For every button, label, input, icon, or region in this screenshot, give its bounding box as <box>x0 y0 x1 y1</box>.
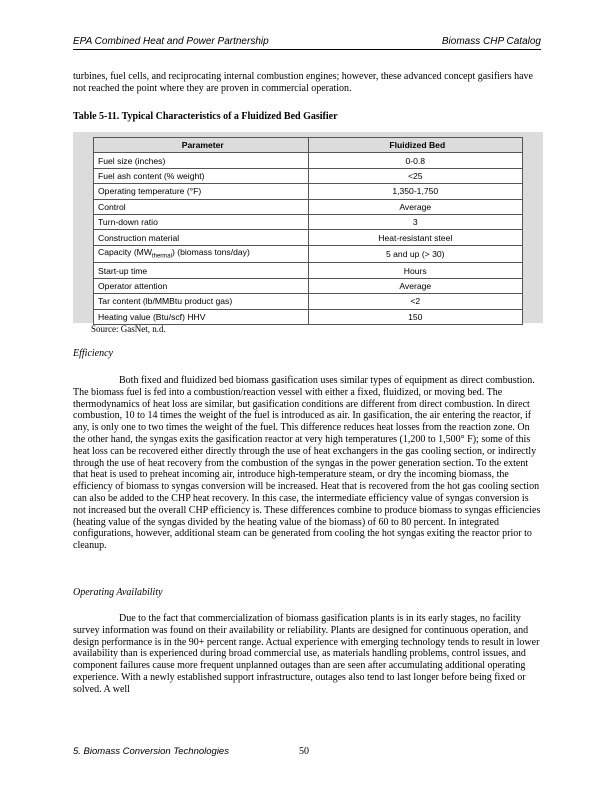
table-source-note: Source: GasNet, n.d. <box>91 324 166 334</box>
table-title: Table 5-11. Typical Characteristics of a Fluidized Bed Gasifier <box>73 111 338 122</box>
parameter-cell: Construction material <box>94 230 309 245</box>
parameter-cell: Operating temperature (°F) <box>94 184 309 199</box>
header-divider <box>73 49 541 50</box>
parameter-cell: Control <box>94 199 309 214</box>
table-row <box>94 199 523 214</box>
table-row <box>94 245 523 263</box>
value-cell: 1,350-1,750 <box>308 184 522 199</box>
parameter-cell: Fuel size (inches) <box>94 153 309 168</box>
table-row <box>94 294 523 309</box>
table-row <box>94 168 523 183</box>
parameter-text-post: ) (biomass tons/day) <box>171 246 250 257</box>
running-footer: 5. Biomass Conversion Technologies <box>73 746 229 757</box>
column-header-fluidized-bed: Fluidized Bed <box>308 138 522 153</box>
parameter-cell: Heating value (Btu/scf) HHV <box>94 309 309 324</box>
value-cell: 3 <box>308 214 522 229</box>
parameter-cell: Operator attention <box>94 278 309 293</box>
section-heading-availability: Operating Availability <box>73 587 163 598</box>
running-header <box>73 36 541 50</box>
value-cell: <25 <box>308 168 522 183</box>
section-heading-efficiency: Efficiency <box>73 348 113 359</box>
value-cell: Hours <box>308 263 522 278</box>
value-cell: Average <box>308 199 522 214</box>
table-row <box>94 230 523 245</box>
value-cell: 5 and up (> 30) <box>308 245 522 263</box>
characteristics-table <box>93 137 523 325</box>
table-row <box>94 184 523 199</box>
parameter-subscript: thermal <box>151 253 172 260</box>
header-left: EPA Combined Heat and Power Partnership <box>73 36 269 47</box>
table-row <box>94 278 523 293</box>
parameter-text-pre: Capacity (MW <box>98 246 152 257</box>
value-cell: Heat-resistant steel <box>308 230 522 245</box>
table-row <box>94 214 523 229</box>
efficiency-paragraph: Both fixed and fluidized bed biomass gasification uses similar types of equipment as direct combustion. The biomass fuel is fed into a combustion/reaction vessel with either a fixed, fluidized, or moving bed. The thermodynamics of heat loss are similar, but gasification conditions are different from direct combustion. In direct combustion, 10 to 14 times the weight of the fuel is introduced as air. In gasification, the air entering the reactor, if any, is only one to two times the weight of the fuel. This difference reduces heat losses from the reaction zone. On the other hand, the syngas exits the gasification reactor at very high temperatures (1,200 to 1,500° F); some of this heat loss can be recovered either directly through the use of heat exchangers in the gas cooling section, or indirectly through the use of heat recovery from the combustion of the syngas in the power generation section. To the extent that heat is used to preheat incoming air, introduce high-temperature steam, or dry the incoming biomass, the efficiency of biomass to syngas conversion will be increased. Heat that is recovered from the hot gas cooling section can also be added to the CHP heat recovery. In this case, the intermediate efficiency value of syngas conversion is not increased but the overall CHP efficiency is. These differences combine to produce biomass to syngas efficiencies (heating value of the syngas divided by the heating value of the biomass) of 60 to 80 percent. In integrated configurations, however, additional steam can be generated from cooling the hot syngas exiting the reactor prior to cleanup. <box>73 375 541 552</box>
value-cell: Average <box>308 278 522 293</box>
value-cell: 0-0.8 <box>308 153 522 168</box>
column-header-parameter: Parameter <box>94 138 309 153</box>
page-number: 50 <box>299 746 309 757</box>
parameter-cell <box>94 245 309 263</box>
intro-paragraph: turbines, fuel cells, and reciprocating internal combustion engines; however, these advanced concept gasifiers have not reached the point where they are proven in commercial operation. <box>73 71 533 94</box>
table-row <box>94 153 523 168</box>
parameter-cell: Turn-down ratio <box>94 214 309 229</box>
parameter-cell: Fuel ash content (% weight) <box>94 168 309 183</box>
parameter-cell: Start-up time <box>94 263 309 278</box>
availability-paragraph: Due to the fact that commercialization of biomass gasification plants is in its early stages, no facility survey information was found on their availability or reliability. Plants are designed for continuous operation, and design performance is in the 90+ percent range. Actual experience with emerging technology tends to result in lower availability than is experienced during broad commercial use, as materials handling problems, control issues, and component failures cause more frequent unplanned outages than are seen after accumulating additional operating experience. With a newly established support infrastructure, outages also tend to last longer before being fixed or solved. A well <box>73 613 540 695</box>
value-cell: 150 <box>308 309 522 324</box>
table-row <box>94 309 523 324</box>
value-cell: <2 <box>308 294 522 309</box>
parameter-cell: Tar content (lb/MMBtu product gas) <box>94 294 309 309</box>
header-right: Biomass CHP Catalog <box>441 36 541 47</box>
table-panel <box>73 132 543 323</box>
table-header-row <box>94 138 523 153</box>
table-row <box>94 263 523 278</box>
